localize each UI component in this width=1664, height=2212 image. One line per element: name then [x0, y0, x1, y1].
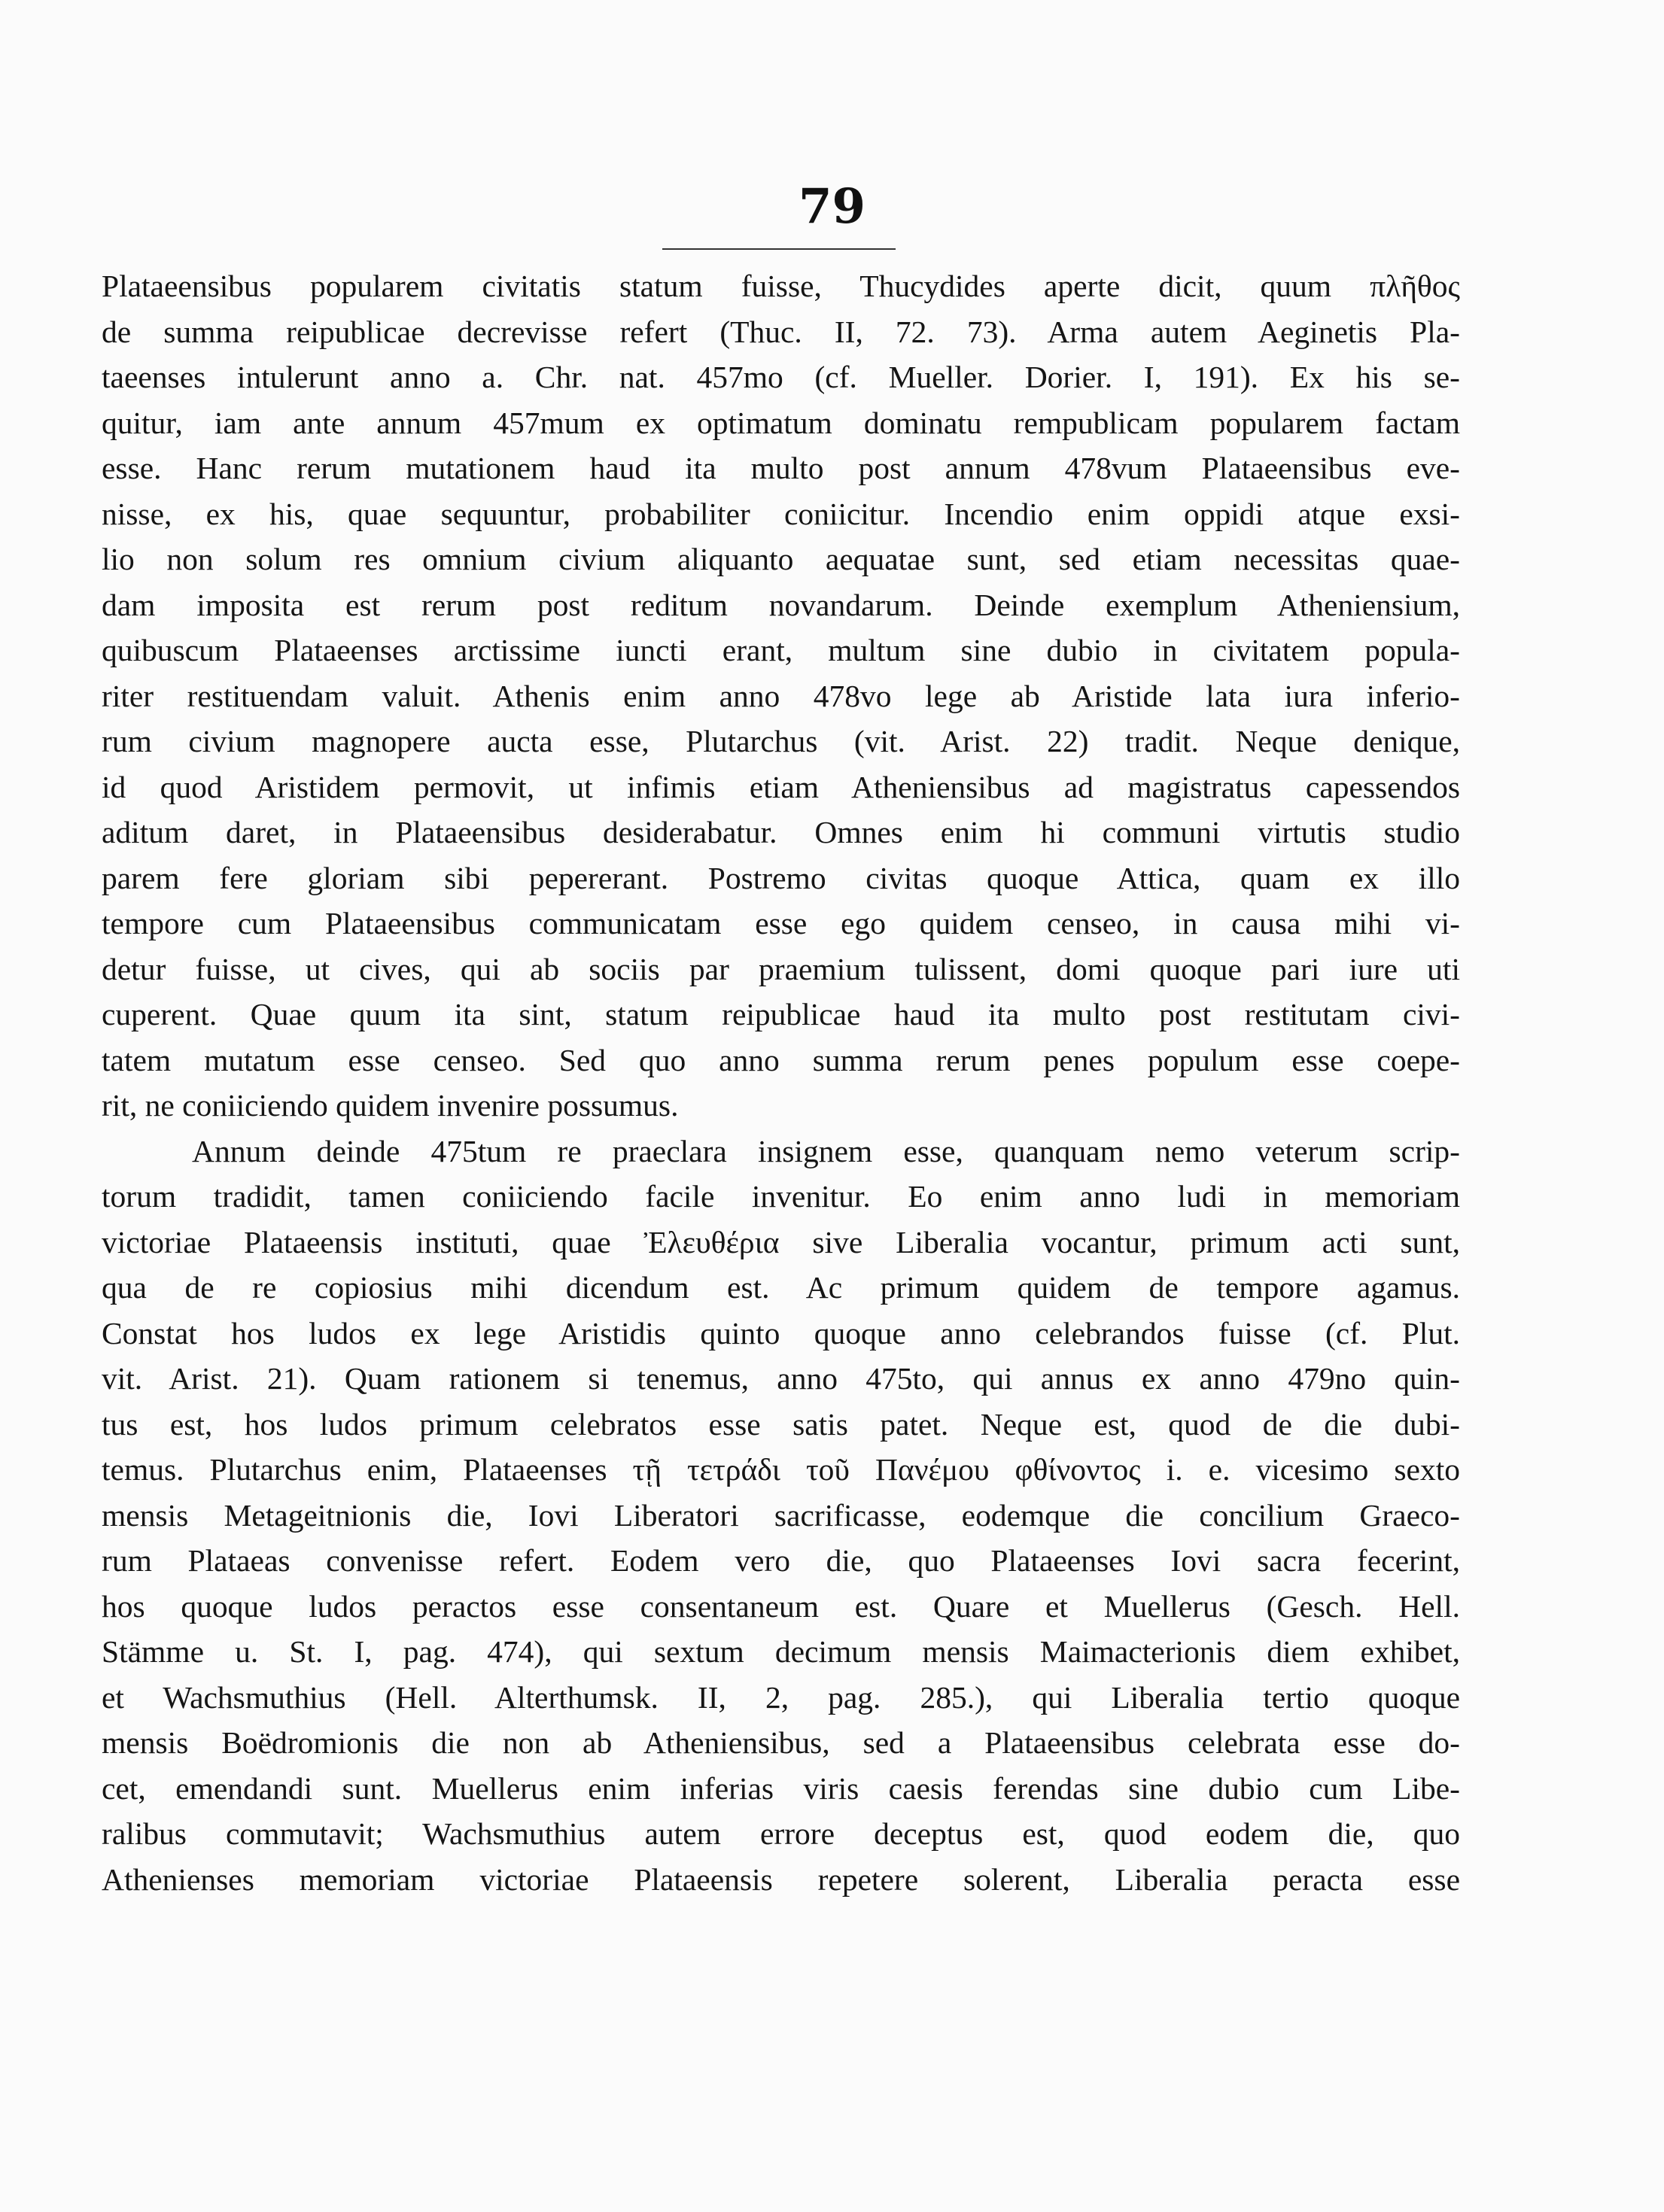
- body-text: [102, 263, 1460, 1902]
- text-line: dam imposita est rerum post reditum novandarum. Deinde exemplum Atheniensium,: [102, 587, 1460, 622]
- text-line: mensis Metageitnionis die, Iovi Liberatori sacrificasse, eodemque die concilium Graeco-: [102, 1497, 1460, 1533]
- text-line: hos quoque ludos peractos esse consentaneum est. Quare et Muellerus (Gesch. Hell.: [102, 1588, 1460, 1624]
- text-line: nisse, ex his, quae sequuntur, probabiliter coniicitur. Incendio enim oppidi atque exsi-: [102, 496, 1460, 531]
- text-line: Athenienses memoriam victoriae Plataeensis repetere solerent, Liberalia peracta esse: [102, 1861, 1460, 1897]
- text-line: qua de re copiosius mihi dicendum est. Ac primum quidem de tempore agamus.: [102, 1270, 1460, 1305]
- header-rule: [662, 248, 896, 250]
- text-line: torum tradidit, tamen coniiciendo facile invenitur. Eo enim anno ludi in memoriam: [102, 1179, 1460, 1214]
- text-line: Annum deinde 475tum re praeclara insignem esse, quanquam nemo veterum scrip-: [192, 1133, 1460, 1168]
- text-line: vit. Arist. 21). Quam rationem si tenemus, anno 475to, qui annus ex anno 479no quin-: [102, 1361, 1460, 1396]
- text-line: tatem mutatum esse censeo. Sed quo anno summa rerum penes populum esse coepe-: [102, 1042, 1460, 1077]
- text-line: detur fuisse, ut cives, qui ab sociis par praemium tulissent, domi quoque pari iure uti: [102, 951, 1460, 986]
- text-line: taeenses intulerunt anno a. Chr. nat. 457mo (cf. Mueller. Dorier. I, 191). Ex his se-: [102, 360, 1460, 394]
- text-line: Plataeensibus popularem civitatis statum fuisse, Thucydides aperte dicit, quum πλῆθος: [102, 269, 1460, 303]
- text-line: parem fere gloriam sibi pepererant. Postremo civitas quoque Attica, quam ex illo: [102, 860, 1460, 895]
- text-line: temus. Plutarchus enim, Plataeenses τῇ τετράδι τοῦ Πανέμου φθίνοντος i. e. vicesimo sexto: [102, 1452, 1460, 1487]
- text-line: de summa reipublicae decrevisse refert (Thuc. II, 72. 73). Arma autem Aeginetis Pla-: [102, 314, 1460, 349]
- text-line: quitur, iam ante annum 457mum ex optimatum dominatu rempublicam popularem factam: [102, 405, 1460, 440]
- text-line: Constat hos ludos ex lege Aristidis quinto quoque anno celebrandos fuisse (cf. Plut.: [102, 1315, 1460, 1351]
- text-line: mensis Boëdromionis die non ab Atheniensibus, sed a Plataeensibus celebrata esse do-: [102, 1725, 1460, 1760]
- text-line: lio non solum res omnium civium aliquanto aequatae sunt, sed etiam necessitas quae-: [102, 542, 1460, 576]
- text-line: victoriae Plataeensis instituti, quae Ἐλευθέρια sive Liberalia vocantur, primum acti sunt,: [102, 1224, 1460, 1259]
- text-line: et Wachsmuthius (Hell. Alterthumsk. II, 2, pag. 285.), qui Liberalia tertio quoque: [102, 1679, 1460, 1715]
- text-line: Stämme u. St. I, pag. 474), qui sextum decimum mensis Maimacterionis diem exhibet,: [102, 1634, 1460, 1669]
- text-line: cuperent. Quae quum ita sint, statum reipublicae haud ita multo post restitutam civi-: [102, 997, 1460, 1032]
- text-line: aditum daret, in Plataeensibus desiderabatur. Omnes enim hi communi virtutis studio: [102, 815, 1460, 849]
- text-line: rum Plataeas convenisse refert. Eodem vero die, quo Plataeenses Iovi sacra fecerint,: [102, 1543, 1460, 1578]
- text-line: tempore cum Plataeensibus communicatam esse ego quidem censeo, in causa mihi vi-: [102, 906, 1460, 940]
- text-line: quibuscum Plataeenses arctissime iuncti erant, multum sine dubio in civitatem popula-: [102, 633, 1460, 667]
- page-number: 79: [798, 178, 866, 235]
- text-line: cet, emendandi sunt. Muellerus enim inferias viris caesis ferendas sine dubio cum Libe-: [102, 1770, 1460, 1806]
- text-line: esse. Hanc rerum mutationem haud ita multo post annum 478vum Plataeensibus eve-: [102, 451, 1460, 485]
- text-line: rum civium magnopere aucta esse, Plutarchus (vit. Arist. 22) tradit. Neque denique,: [102, 724, 1460, 758]
- text-line: id quod Aristidem permovit, ut infimis etiam Atheniensibus ad magistratus capessendos: [102, 769, 1460, 804]
- text-line: rit, ne coniiciendo quidem invenire possumus.: [102, 1088, 679, 1123]
- text-line: ralibus commutavit; Wachsmuthius autem errore deceptus est, quod eodem die, quo: [102, 1816, 1460, 1851]
- text-line: riter restituendam valuit. Athenis enim anno 478vo lege ab Aristide lata iura inferio-: [102, 678, 1460, 713]
- text-line: tus est, hos ludos primum celebratos esse satis patet. Neque est, quod de die dubi-: [102, 1406, 1460, 1442]
